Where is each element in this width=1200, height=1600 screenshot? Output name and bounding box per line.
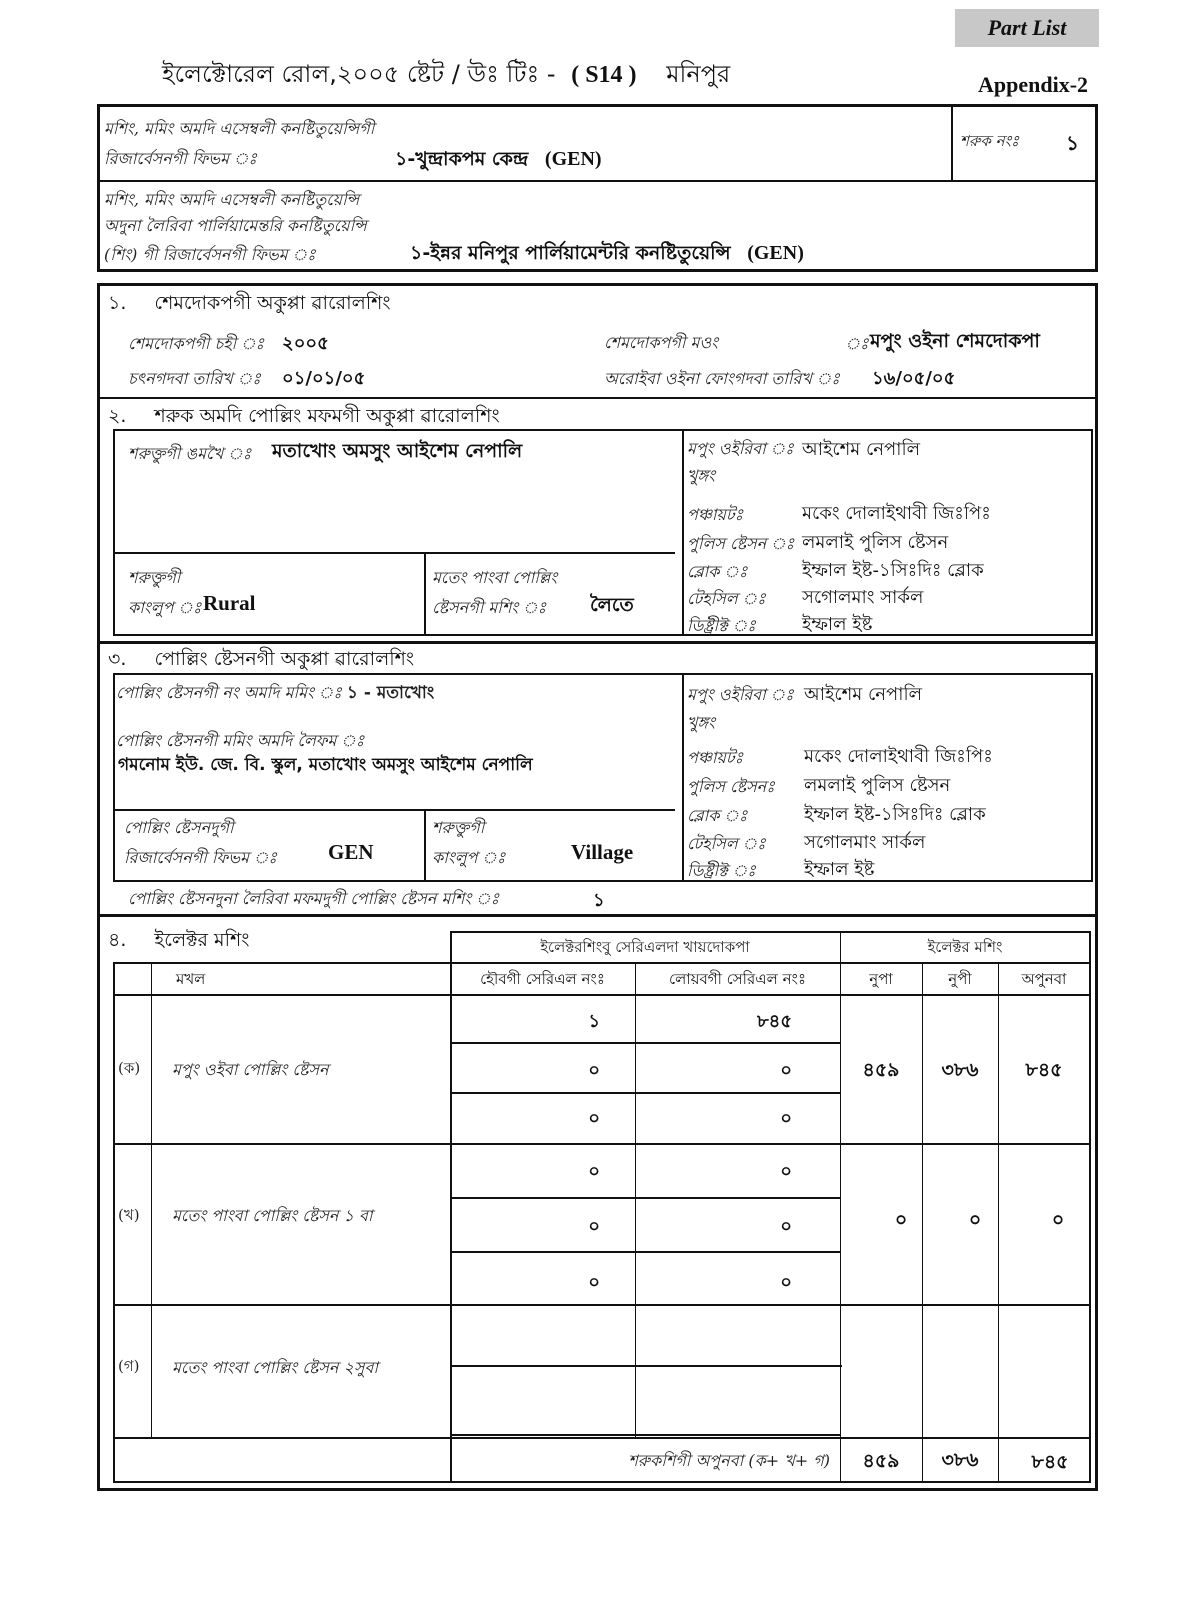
row-kh-end-1: ০ [780, 1161, 792, 1182]
roll-year-value: ২০০৫ [282, 333, 329, 354]
row-k-end-3: ০ [780, 1108, 792, 1129]
grand-total-label: শরুকশিগী অপুনবা (ক+ খ+ গ) [628, 1451, 830, 1470]
s3-district-value: ইম্ফাল ইষ্ট [804, 859, 875, 880]
s2-panchayat-label: পঞ্চায়টঃ [687, 505, 744, 524]
qualifying-date-label: চৎনগদবা তারিখ ঃ [128, 369, 261, 388]
section3-header: ৩. পোল্লিং ষ্টেসনগী অকুপ্পা ৱারোলশিং [108, 648, 415, 670]
pc-label-1: মশিং, মমিং অমদি এসেম্বলী কনষ্টিতুয়েন্সি [104, 190, 360, 209]
publication-date-value: ১৬/০৫/০৫ [872, 368, 956, 389]
col-header-female: নুপী [948, 970, 972, 988]
s2-police-value: লমলাই পুলিস ষ্টেসন [802, 532, 949, 553]
revision-type-sep: ঃ [845, 334, 869, 353]
part-list-label: Part List [955, 9, 1099, 47]
section2-header: ২. শরুক অমদি পোল্লিং মফমগী অকুপ্পা ৱারোলশিং [108, 405, 500, 427]
row-k-start-2: ০ [588, 1060, 600, 1081]
row-kh-female: ০ [968, 1209, 982, 1231]
ac-value: ১-খুন্দ্রাকপম কেন্দ্র (GEN) [395, 148, 602, 170]
ac-label-2: রিজার্বেসনগী ফিভম ঃ [104, 149, 257, 168]
area-type-value: Rural [203, 591, 256, 615]
row-kh-male: ০ [894, 1209, 908, 1231]
villages-label: শরুক্তুগী ঙমখৈ ঃ [128, 444, 252, 463]
ac-label-1: মশিং, মমিং অমদি এসেম্বলী কনষ্টিতুয়েন্সিগী [104, 119, 375, 138]
row-k-label: মপুং ওইবা পোল্লিং ষ্টেসন [172, 1060, 329, 1079]
s2-police-label: পুলিস ষ্টেসন ঃ [687, 534, 795, 553]
ps-reservation-label-1: পোল্লিং ষ্টেসনদুগী [124, 818, 234, 837]
row-kh-end-3: ০ [780, 1272, 792, 1293]
ps-area-label-1: শরুক্তুগী [432, 818, 485, 837]
serial-range-group-header: ইলেক্টরশিংবু সেরিএলদা খায়দোকপা [540, 938, 750, 956]
qualifying-date-value: ০১/০১/০৫ [282, 368, 366, 389]
row-k-female: ৩৮৬ [941, 1059, 979, 1081]
appendix-label: Appendix-2 [978, 72, 1089, 97]
row-k-start-1: ১ [588, 1011, 600, 1032]
publication-date-label: অরোইবা ওইনা ফোংগদবা তারিখ ঃ [604, 369, 840, 388]
state-code: ( S14 ) [571, 62, 637, 88]
grand-total-male: ৪৫৯ [862, 1450, 900, 1472]
row-kh-end-2: ০ [780, 1216, 792, 1237]
s3-panchayat-value: মকেং দোলাইথাবী জিঃপিঃ [804, 746, 993, 767]
s2-block-value: ইম্ফাল ইষ্ট-১সিঃদিঃ ব্লোক [802, 560, 984, 581]
s2-main-village-value: আইশেম নেপালি [802, 439, 921, 460]
area-type-label-1: শরুক্তুগী [128, 568, 181, 587]
s3-tehsil-label: টেহসিল ঃ [687, 834, 766, 853]
s3-panchayat-label: পঞ্চায়টঃ [687, 748, 744, 767]
aux-ps-label-1: মতেং পাংবা পোল্লিং [432, 568, 558, 587]
section1-header: ১. শেমদোকপগী অকুপ্পা ৱারোলশিং [108, 292, 391, 314]
s2-main-village-label2: খুঙ্গং [687, 466, 716, 485]
col-header-end-serial: লোয়বগী সেরিএল নংঃ [669, 970, 806, 988]
ps-count-label: পোল্লিং ষ্টেসনদুনা লৈরিবা মফমদুগী পোল্লিং ষ্টেসন মশিং ঃ [128, 889, 500, 908]
s2-block-label: ব্লোক ঃ [687, 562, 748, 581]
s2-district-value: ইম্ফাল ইষ্ট [802, 614, 873, 635]
row-k-key: (ক) [118, 1059, 141, 1077]
col-header-place: মখল [176, 970, 206, 988]
elector-count-group-header: ইলেক্টর মশিং [927, 938, 1003, 956]
row-g-label: মতেং পাংবা পোল্লিং ষ্টেসন ২সুবা [172, 1358, 379, 1377]
row-kh-start-2: ০ [588, 1216, 600, 1237]
s2-tehsil-value: সগোলমাং সার্কল [802, 587, 924, 608]
s3-block-value: ইম্ফাল ইষ্ট-১সিঃদিঃ ব্লোক [804, 804, 986, 825]
s2-district-label: ডিষ্ট্রীক্ট ঃ [687, 616, 756, 635]
ac-reservation: (GEN) [544, 148, 602, 170]
pc-label-2: অদুনা লৈরিবা পার্লিয়ামেন্তরি কনষ্টিতুয়েন্সি [104, 216, 367, 235]
s3-police-label: পুলিস ষ্টেসনঃ [687, 777, 775, 796]
page-title [162, 56, 730, 96]
col-header-total: অপুনবা [1021, 970, 1067, 988]
row-kh-label: মতেং পাংবা পোল্লিং ষ্টেসন ১ বা [172, 1206, 373, 1225]
grand-total-total: ৮৪৫ [1031, 1451, 1069, 1473]
part-no-value: ১ [1066, 131, 1079, 155]
ps-reservation-label-2: রিজার্বেসনগী ফিভম ঃ [124, 848, 277, 867]
grand-total-female: ৩৮৬ [941, 1449, 979, 1471]
row-k-end-1: ৮৪৫ [756, 1011, 792, 1032]
title-prefix: ইলেক্টোরেল রোল,২০০৫ ষ্টেট / উঃ টিঃ - [162, 60, 556, 88]
pc-value: ১-ইন্নর মনিপুর পার্লিয়ামেন্টরি কনষ্টিতুয়েন্সি (GEN) [410, 242, 804, 264]
s3-block-label: ব্লোক ঃ [687, 806, 748, 825]
ps-number-label: পোল্লিং ষ্টেসনগী নং অমদি মমিং ঃ ১ - মতাখোং [116, 683, 435, 703]
s3-main-village-label: মপুং ওইরিবা ঃ [687, 685, 794, 704]
s2-tehsil-label: টেহসিল ঃ [687, 589, 766, 608]
col-header-male: নুপা [869, 970, 893, 988]
state-name: মনিপুর [666, 60, 731, 88]
ps-address-label: পোল্লিং ষ্টেসনগী মমিং অমদি লৈফম ঃ [116, 731, 365, 750]
row-kh-key: (খ) [118, 1206, 140, 1224]
row-kh-start-3: ০ [588, 1272, 600, 1293]
col-header-start-serial: হৌবগী সেরিএল নংঃ [480, 970, 605, 988]
s3-police-value: লমলাই পুলিস ষ্টেসন [804, 775, 951, 796]
pc-reservation: (GEN) [747, 242, 804, 264]
row-kh-start-1: ০ [588, 1161, 600, 1182]
s3-district-label: ডিষ্ট্রীক্ট ঃ [687, 861, 756, 880]
revision-type-value: মপুং ওইনা শেমদোকপা [870, 330, 1040, 352]
ps-count-value: ১ [593, 890, 605, 911]
s3-tehsil-value: সগোলমাং সার্কল [804, 832, 926, 853]
roll-year-label: শেমদোকপগী চহী ঃ [128, 334, 265, 353]
ps-reservation-value: GEN [328, 840, 374, 864]
row-k-start-3: ০ [588, 1108, 600, 1129]
part-no-label: শরুক নংঃ [960, 132, 1020, 150]
row-k-total: ৮৪৫ [1025, 1059, 1063, 1081]
s2-main-village-label: মপুং ওইরিবা ঃ [687, 439, 794, 458]
area-type-label-2: কাংলুপ ঃ [128, 598, 202, 617]
s3-main-village-value: আইশেম নেপালি [804, 684, 923, 705]
ps-area-value: Village [571, 840, 634, 864]
section4-header: ৪. ইলেক্টর মশিং [108, 929, 250, 951]
ps-number-value: ১ - মতাখোং [346, 683, 435, 703]
ps-address-value: গমনোম ইউ. জে. বি. স্কুল, মতাখোং অমসুং আইশেম নেপালি [118, 755, 533, 775]
s3-main-village-label2: খুঙ্গং [687, 713, 716, 732]
revision-type-label: শেমদোকপগী মওং [604, 333, 719, 352]
row-k-male: ৪৫৯ [862, 1059, 900, 1081]
aux-ps-value: লৈতে [590, 594, 634, 616]
s2-panchayat-value: মকেং দোলাইথাবী জিঃপিঃ [802, 503, 991, 524]
ps-area-label-2: কাংলুপ ঃ [432, 848, 506, 867]
villages-value: মতাখোং অমসুং আইশেম নেপালি [272, 440, 523, 462]
aux-ps-label-2: ষ্টেসনগী মশিং ঃ [432, 598, 547, 617]
row-k-end-2: ০ [780, 1060, 792, 1081]
row-g-key: (গ) [118, 1357, 140, 1375]
pc-label-3: (শিং) গী রিজার্বেসনগী ফিভম ঃ [104, 245, 316, 264]
row-kh-total: ০ [1051, 1209, 1065, 1231]
